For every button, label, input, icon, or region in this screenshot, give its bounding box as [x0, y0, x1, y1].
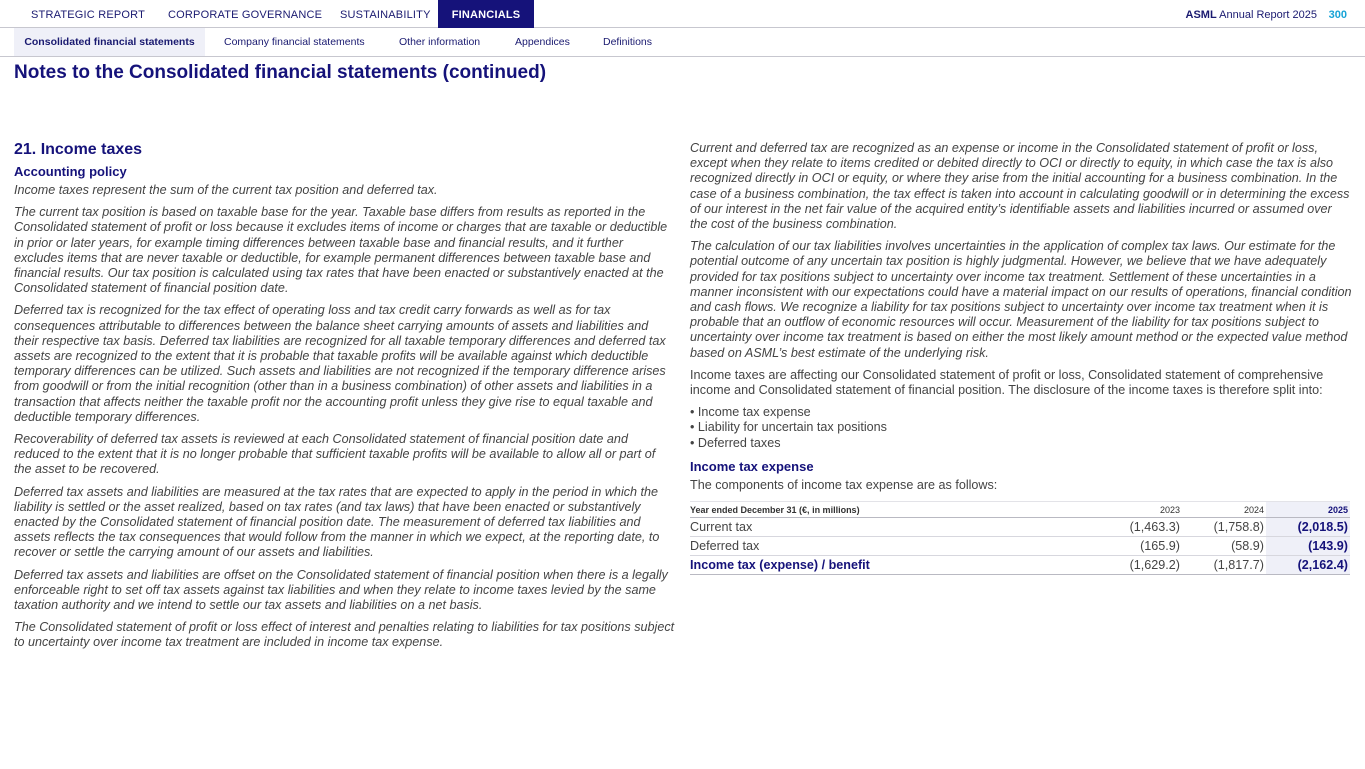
table-total-row [690, 556, 1350, 575]
paragraph: Income taxes represent the sum of the current tax position and deferred tax. [14, 183, 438, 197]
table-header-label: Year ended December 31 (€, in millions) [690, 502, 1098, 518]
paragraph: Recoverability of deferred tax assets is reviewed at each Consolidated statement of financial position date and reduced to the extent that it is no longer probable that sufficient taxable profits will be available to allow all or part of the asset to be recovered. [14, 432, 656, 477]
cell-value-current: (143.9) [1266, 537, 1350, 556]
tab-corporate-governance[interactable]: CORPORATE GOVERNANCE [168, 9, 323, 21]
row-label: Deferred tax [690, 537, 1098, 556]
income-tax-expense-heading: Income tax expense [690, 458, 814, 474]
tab-sustainability[interactable]: SUSTAINABILITY [340, 9, 431, 21]
paragraph: The Consolidated statement of profit or loss effect of interest and penalties relating to liabilities for tax positions subject to uncertainty over income tax treatment are included in income tax expense. [14, 620, 675, 650]
top-navigation [0, 0, 1365, 28]
subnav-company-financial-statements[interactable]: Company financial statements [224, 36, 365, 48]
list-item: • Income tax expense [690, 405, 1352, 420]
list-item: • Deferred taxes [690, 436, 1352, 451]
list-item: • Liability for uncertain tax positions [690, 420, 1352, 435]
table-row [690, 537, 1350, 556]
tab-strategic-report[interactable]: STRATEGIC REPORT [31, 9, 146, 21]
cell-value: (1,629.2) [1098, 556, 1182, 575]
brand-name: ASML [1185, 9, 1217, 21]
report-brand [1186, 0, 1317, 30]
cell-value: (1,817.7) [1182, 556, 1266, 575]
section-heading: 21. Income taxes [14, 141, 143, 158]
paragraph: Deferred tax is recognized for the tax effect of operating loss and tax credit carry forwards as well as for tax consequences attributable to differences between the balance sheet carrying amounts of assets and liabilities and their respective tax basis. Deferred tax liabilities are recognized for all taxable temporary differences and deferred tax assets are recognized to the extent that it is probable that taxable profits will be available against which deductible temporary differences can be utilized. Such assets and liabilities are not recognized if the temporary difference arises from goodwill or from the initial recognition (other than in a business combination) of other assets and liabilities in a transaction that affects neither the taxable profit nor the accounting profit unless they give rise to equal taxable and deductible temporary differences. [14, 303, 666, 424]
paragraph: Current and deferred tax are recognized as an expense or income in the Consolidated statement of profit or loss, except when they relate to items credited or debited directly to OCI or directly to equity, in which case the tax is also recognized directly in OCI or equity, or where they arise from the initial accounting for a business combination. In the case of a business combination, the tax effect is taken into account in calculating goodwill or in determining the excess of our interest in the net fair value of the acquired entity’s identifiable assets and liabilities incurred or assumed over the cost of the business combination. [690, 141, 1350, 232]
tab-financials[interactable]: FINANCIALS [438, 0, 534, 28]
subnav-consolidated-financial-statements[interactable]: Consolidated financial statements [14, 28, 205, 56]
paragraph: The current tax position is based on taxable base for the year. Taxable base differs from results as reported in the Consolidated statement of profit or loss because it excludes items of income or charges that are taxable or deductible in prior or later years, for example timing differences between taxable base and financial results, and it further excludes items that are never taxable or deductible, for example permanent differences between taxable base and financial results. Our tax position is calculated using tax rates that have been enacted or substantively enacted at the Consolidated statement of financial position date. [14, 205, 668, 296]
cell-value: (1,463.3) [1098, 518, 1182, 537]
accounting-policy-heading: Accounting policy [14, 164, 127, 179]
cell-value: (1,758.8) [1182, 518, 1266, 537]
paragraph: Deferred tax assets and liabilities are measured at the tax rates that are expected to apply in the period in which the liability is settled or the asset realized, based on tax rates (and tax laws) that have been enacted or substantively enacted by the Consolidated statement of financial position date. The measurement of deferred tax liabilities and assets reflects the tax consequences that would follow from the manner in which we expect, at the reporting date, to recover or settle the carrying amount of our assets and liabilities. [14, 484, 660, 560]
year-header: 2023 [1098, 502, 1182, 518]
brand-report-title: Annual Report 2025 [1219, 9, 1317, 21]
page-title: Notes to the Consolidated financial statements (continued) [14, 62, 547, 83]
cell-value: (165.9) [1098, 537, 1182, 556]
expense-intro: The components of income tax expense are as follows: [690, 477, 998, 492]
year-header: 2024 [1182, 502, 1266, 518]
table-header-row [690, 502, 1350, 518]
current-year-header: 2025 [1266, 502, 1350, 518]
page-number: 300 [1328, 9, 1347, 21]
table-row [690, 518, 1350, 537]
disclosure-list [690, 405, 1352, 451]
row-label: Current tax [690, 518, 1098, 537]
subnav-other-information[interactable]: Other information [399, 36, 481, 48]
row-label: Income tax (expense) / benefit [690, 556, 1098, 575]
income-tax-expense-table [690, 501, 1350, 575]
subnav-appendices[interactable]: Appendices [515, 36, 570, 48]
cell-value-current: (2,018.5) [1266, 518, 1350, 537]
paragraph: Deferred tax assets and liabilities are offset on the Consolidated statement of financial position when there is a legally enforceable right to set off tax assets against tax liabilities and when they relate to income taxes levied by the same taxation authority and we intend to settle our tax assets and liabilities on a net basis. [14, 567, 668, 613]
left-column [14, 140, 676, 658]
right-column [690, 141, 1352, 575]
cell-value-current: (2,162.4) [1266, 556, 1350, 575]
split-intro: Income taxes are affecting our Consolidated statement of profit or loss, Consolidated statement of comprehensive income and Consolidated statement of financial position. The disclosure of the income taxes is therefore split into: [690, 367, 1324, 398]
cell-value: (58.9) [1182, 537, 1266, 556]
subnav-definitions[interactable]: Definitions [603, 36, 653, 48]
sub-navigation [0, 28, 1365, 57]
paragraph: The calculation of our tax liabilities involves uncertainties in the application of complex tax laws. Our estimate for the potential outcome of any uncertain tax position is highly judgmental. However, we believe that we have adequately provided for tax positions subject to uncertainty over income tax treatment. Settlement of these uncertainties in a manner inconsistent with our expectations could have a material impact on our results of operations, financial condition and cash flows. We recognize a liability for tax positions subject to uncertainty over income tax treatment when it is probable that an outflow of economic resources will occur. Measurement of the liability for tax positions subject to uncertainty over income tax treatment is based on either the most likely amount method or the expected value method based on ASML’s best estimate of the underlying risk. [690, 239, 1352, 360]
